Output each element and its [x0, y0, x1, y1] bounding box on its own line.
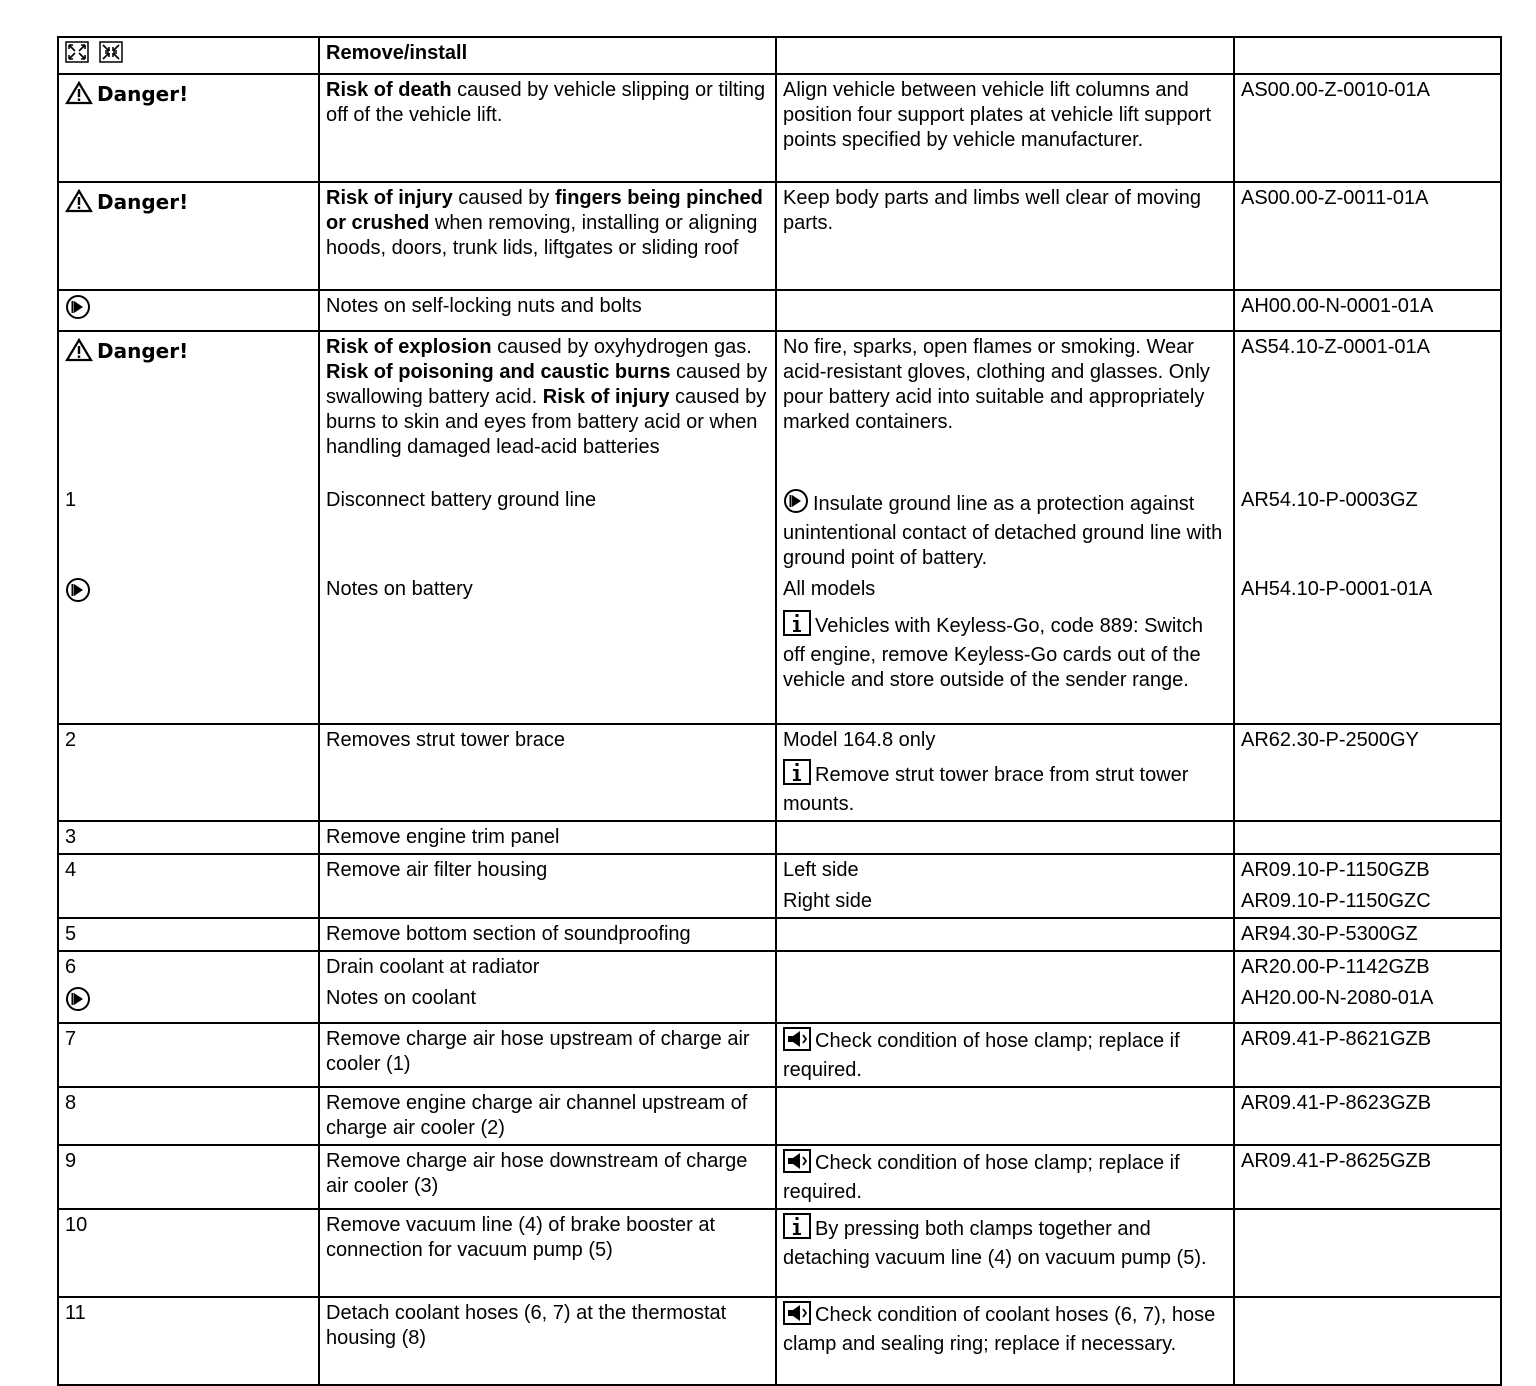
note-text: Notes on coolant	[326, 987, 477, 1009]
step-text: Drain coolant at radiator	[326, 956, 540, 978]
reference-link[interactable]: AS54.10-Z-0001-01A	[1234, 331, 1501, 485]
step-number: 2	[58, 724, 319, 821]
step-row	[58, 951, 1501, 1023]
step-number: 4	[58, 854, 319, 918]
reference-link[interactable]: AR20.00-P-1142GZB	[1241, 956, 1430, 978]
step-number: 6	[65, 956, 77, 978]
step-row	[58, 485, 1501, 574]
risk-title: Risk of poisoning and caustic burns	[326, 361, 671, 383]
warning-triangle-icon	[65, 189, 93, 220]
reference-link[interactable]: AR09.10-P-1150GZC	[1241, 890, 1431, 912]
step-number: 7	[58, 1023, 319, 1087]
danger-label: Danger!	[97, 339, 189, 363]
speaker-check-icon	[783, 1027, 811, 1058]
measure-text: Check condition of hose clamp; replace if required.	[783, 1030, 1180, 1081]
reference-link[interactable]: AH54.10-P-0001-01A	[1234, 574, 1501, 724]
reference-link[interactable]: AR09.10-P-1150GZB	[1241, 859, 1430, 881]
step-text: Detach coolant hoses (6, 7) at the thermostat housing (8)	[319, 1297, 776, 1385]
step-text: Disconnect battery ground line	[319, 485, 776, 574]
reference-link[interactable]: AR09.41-P-8621GZB	[1234, 1023, 1501, 1087]
step-text: Remove air filter housing	[319, 854, 776, 918]
risk-title: fingers being pinched or crushed	[326, 187, 763, 234]
step-number: 8	[58, 1087, 319, 1145]
step-row	[58, 1297, 1501, 1385]
reference-link[interactable]: AR62.30-P-2500GY	[1234, 724, 1501, 821]
risk-text: when removing, installing or aligning hoods, doors, trunk lids, liftgates or sliding roof	[326, 212, 758, 259]
step-row	[58, 724, 1501, 821]
step-number: 3	[58, 821, 319, 854]
reference-link[interactable]: AS00.00-Z-0011-01A	[1234, 182, 1501, 290]
speaker-check-icon	[783, 1149, 811, 1180]
measure-condition: All models	[783, 578, 876, 600]
danger-label: Danger!	[97, 190, 189, 214]
measure-text: By pressing both clamps together and detaching vacuum line (4) on vacuum pump (5).	[783, 1218, 1207, 1269]
step-number: 9	[58, 1145, 319, 1209]
reference-link[interactable]: AH20.00-N-2080-01A	[1241, 987, 1434, 1009]
measure-text: Check condition of coolant hoses (6, 7), hose clamp and sealing ring; replace if necessary.	[783, 1304, 1216, 1355]
measure-condition: Right side	[783, 890, 872, 912]
danger-row	[58, 74, 1501, 182]
risk-title: Risk of injury	[326, 187, 453, 209]
note-row	[58, 290, 1501, 331]
risk-title: Risk of explosion	[326, 336, 492, 358]
step-text: Remove charge air hose downstream of charge air cooler (3)	[319, 1145, 776, 1209]
step-text: Remove vacuum line (4) of brake booster at connection for vacuum pump (5)	[319, 1209, 776, 1297]
danger-label: Danger!	[97, 82, 189, 106]
reference-link[interactable]: AS00.00-Z-0010-01A	[1234, 74, 1501, 182]
step-row	[58, 918, 1501, 951]
expand-icon[interactable]	[65, 41, 89, 70]
step-text: Remove charge air hose upstream of charge air cooler (1)	[319, 1023, 776, 1087]
step-row	[58, 1145, 1501, 1209]
speaker-check-icon	[783, 1301, 811, 1332]
risk-title: Risk of death	[326, 79, 452, 101]
note-text: Notes on battery	[319, 574, 776, 724]
warning-triangle-icon	[65, 81, 93, 112]
step-row	[58, 1023, 1501, 1087]
measure-text: Align vehicle between vehicle lift columns and position four support plates at vehicle lift support points specified by vehicle manufacturer.	[776, 74, 1234, 182]
risk-title: Risk of injury	[542, 386, 670, 408]
reference-link[interactable]: AR09.41-P-8625GZB	[1234, 1145, 1501, 1209]
reference-link[interactable]: AR94.30-P-5300GZ	[1234, 918, 1501, 951]
measure-text: Remove strut tower brace from strut tower mounts.	[783, 764, 1189, 815]
risk-text: caused by burns to skin and eyes from battery acid or when handling damaged lead-acid batteries	[326, 386, 767, 458]
measure-text: Vehicles with Keyless-Go, code 889: Switch off engine, remove Keyless-Go cards out of the vehicle and store outside of the sender range.	[783, 615, 1203, 691]
collapse-icon[interactable]	[99, 41, 123, 70]
step-text: Removes strut tower brace	[319, 724, 776, 821]
note-text: Notes on self-locking nuts and bolts	[319, 290, 776, 331]
reference-link[interactable]: AR09.41-P-8623GZB	[1234, 1087, 1501, 1145]
note-info-icon	[65, 294, 91, 327]
risk-text: caused by swallowing battery acid.	[326, 361, 768, 408]
danger-row	[58, 182, 1501, 290]
measure-condition: Model 164.8 only	[783, 729, 936, 751]
measure-condition: Left side	[783, 859, 859, 881]
info-icon	[783, 759, 811, 792]
info-icon	[783, 1213, 811, 1246]
risk-text: caused by vehicle slipping or tilting off of the vehicle lift.	[326, 79, 766, 126]
risk-text: caused by oxyhydrogen gas.	[491, 336, 752, 358]
step-text: Remove engine trim panel	[319, 821, 776, 854]
note-info-icon	[65, 986, 91, 1019]
warning-triangle-icon	[65, 338, 93, 369]
note-info-icon	[783, 488, 809, 521]
reference-link[interactable]: AR54.10-P-0003GZ	[1234, 485, 1501, 574]
step-row	[58, 821, 1501, 854]
measure-text: Keep body parts and limbs well clear of moving parts.	[776, 182, 1234, 290]
procedure-table	[57, 36, 1502, 1386]
note-info-icon	[65, 577, 91, 610]
step-number: 5	[58, 918, 319, 951]
note-row	[58, 574, 1501, 724]
step-row	[58, 854, 1501, 918]
step-number: 10	[58, 1209, 319, 1297]
risk-text: caused by	[452, 187, 555, 209]
step-text: Remove engine charge air channel upstream of charge air cooler (2)	[319, 1087, 776, 1145]
step-row	[58, 1087, 1501, 1145]
danger-row	[58, 331, 1501, 485]
measure-text: Check condition of hose clamp; replace if required.	[783, 1152, 1180, 1203]
measure-text: Insulate ground line as a protection against unintentional contact of detached ground line with ground point of battery.	[783, 493, 1223, 569]
header-row	[58, 37, 1501, 74]
info-icon	[783, 610, 811, 643]
step-text: Remove bottom section of soundproofing	[319, 918, 776, 951]
step-row	[58, 1209, 1501, 1297]
measure-text: No fire, sparks, open flames or smoking. Wear acid-resistant gloves, clothing and glasses. Only pour battery acid into suitable and appropriately marked containers.	[776, 331, 1234, 485]
reference-link[interactable]: AH00.00-N-0001-01A	[1234, 290, 1501, 331]
header-icons	[58, 37, 319, 74]
header-title: Remove/install	[319, 37, 776, 74]
step-number: 1	[58, 485, 319, 574]
step-number: 11	[58, 1297, 319, 1385]
